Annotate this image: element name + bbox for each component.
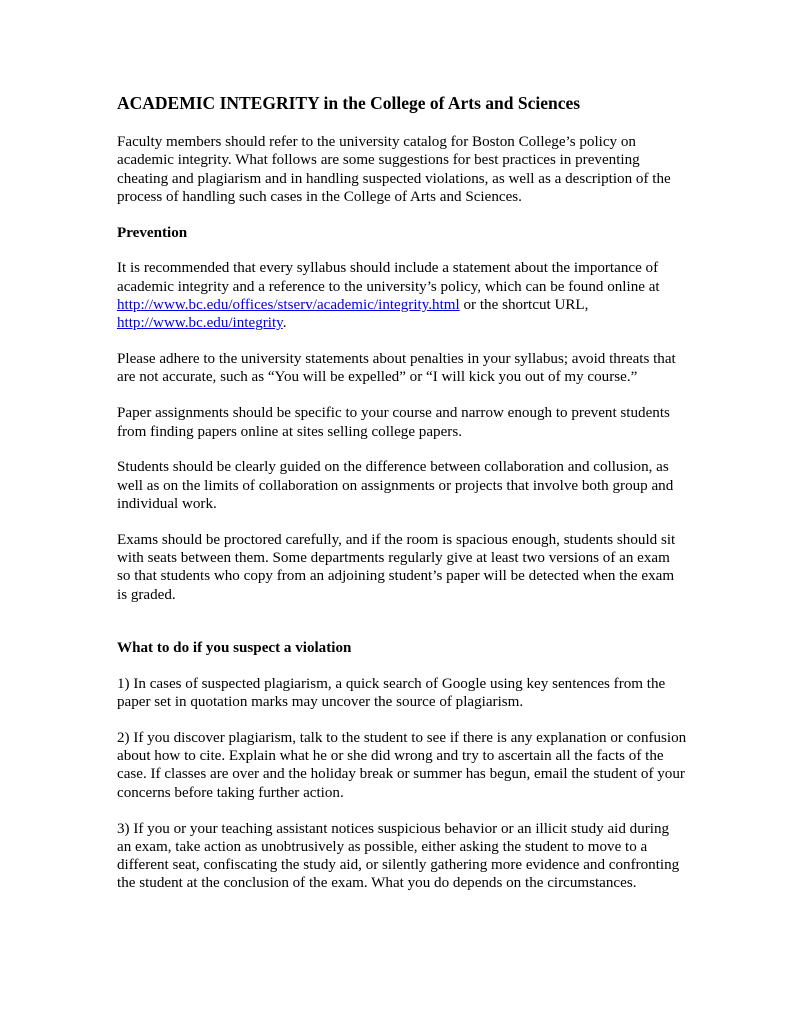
violation-heading: What to do if you suspect a violation (117, 639, 352, 656)
intro-paragraph: Faculty members should refer to the university catalog for Boston College’s policy on academic integrity. What follows are some suggestions for best practices in preventing cheating and plagiarism and in handling suspected violations, as well as a description of the process of handling such cases in the College of Arts and Sciences. (117, 134, 671, 205)
syllabus-text-before: It is recommended that every syllabus should include a statement about the importance of academic integrity and a reference to the university’s policy, which can be found online at (117, 260, 660, 295)
paper-assignments-paragraph: Paper assignments should be specific to your course and narrow enough to prevent students from finding papers online at sites selling college papers. (117, 405, 670, 440)
integrity-policy-link[interactable]: http://www.bc.edu/offices/stserv/academic/integrity.html (117, 297, 460, 314)
penalties-paragraph: Please adhere to the university statements about penalties in your syllabus; avoid threats that are not accurate, such as “You will be expelled” or “I will kick you out of my course.” (117, 351, 676, 386)
document-page (117, 92, 687, 910)
syllabus-text-middle: or the shortcut URL, (459, 297, 589, 314)
integrity-shortcut-link[interactable]: http://www.bc.edu/integrity (117, 315, 283, 332)
syllabus-text-after: . (282, 315, 287, 332)
violation-item: 3) If you or your teaching assistant notices suspicious behavior or an illicit study aid during an exam, take action as unobtrusively as possible, either asking the student to move to a different seat, confiscating the study aid, or silently gathering more evidence and confronting the student at the conclusion of the exam. What you do depends on the circumstances. (117, 820, 680, 892)
collaboration-paragraph: Students should be clearly guided on the difference between collaboration and collusion, as well as on the limits of collaboration on assignments or projects that involve both group and individual work. (117, 459, 674, 512)
exams-paragraph: Exams should be proctored carefully, and if the room is spacious enough, students should sit with seats between them. Some departments regularly give at least two versions of an exam so that students who copy from an adjoining student’s paper will be detected when the exam is graded. (117, 531, 676, 603)
page-title: ACADEMIC INTEGRITY in the College of Arts and Sciences (117, 93, 581, 113)
violation-item: 1) In cases of suspected plagiarism, a quick search of Google using key sentences from the paper set in quotation marks may uncover the source of plagiarism. (117, 675, 666, 711)
prevention-heading: Prevention (117, 224, 188, 241)
violation-item: 2) If you discover plagiarism, talk to the student to see if there is any explanation or confusion about how to cite. Explain what he or she did wrong and try to ascertain all the facts of the case. If classes are over and the holiday break or summer has begun, email the student of your concerns before taking further action. (117, 729, 687, 801)
syllabus-statement-paragraph (117, 259, 687, 332)
